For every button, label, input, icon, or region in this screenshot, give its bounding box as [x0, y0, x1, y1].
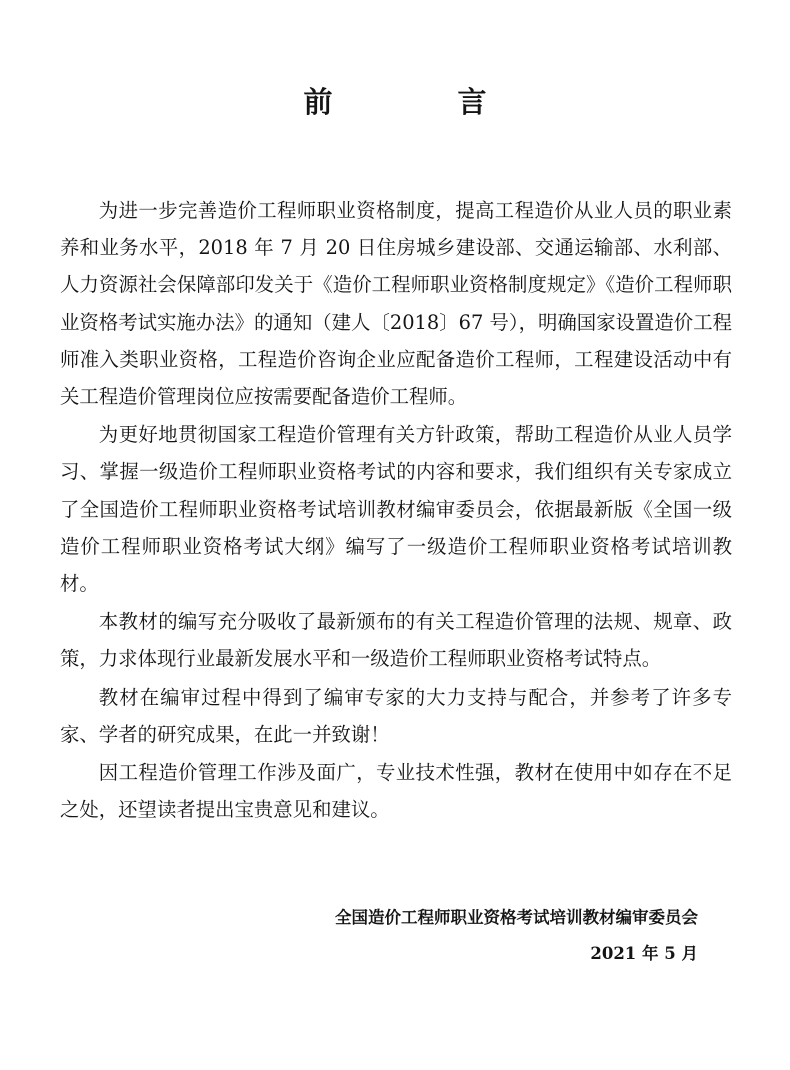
paragraph-5: 因工程造价管理工作涉及面广，专业技术性强，教材在使用中如存在不足之处，还望读者提出宝贵意见和建议。	[60, 761, 732, 822]
preface-body	[60, 192, 732, 829]
signature-organization: 全国造价工程师职业资格考试培训教材编审委员会	[335, 908, 698, 927]
signature-date: 2021 年 5 月	[590, 944, 698, 963]
page-title: 前 言	[303, 85, 535, 119]
paragraph-2: 为更好地贯彻国家工程造价管理有关方针政策，帮助工程造价从业人员学习、掌握一级造价工程师职业资格考试的内容和要求，我们组织有关专家成立了全国造价工程师职业资格考试培训教材编审委员会，依据最新版《全国一级造价工程师职业资格考试大纲》编写了一级造价工程师职业资格考试培训教材。	[60, 423, 732, 596]
paragraph-4: 教材在编审过程中得到了编审专家的大力支持与配合，并参考了许多专家、学者的研究成果，在此一并致谢！	[60, 685, 732, 746]
signature-block	[335, 900, 698, 972]
paragraph-3: 本教材的编写充分吸收了最新颁布的有关工程造价管理的法规、规章、政策，力求体现行业最新发展水平和一级造价工程师职业资格考试特点。	[60, 610, 732, 671]
paragraph-1: 为进一步完善造价工程师职业资格制度，提高工程造价从业人员的职业素养和业务水平，2018 年 7 月 20 日住房城乡建设部、交通运输部、水利部、人力资源社会保障部印发关于《造价工程师职业资格制度规定》《造价工程师职业资格考试实施办法》的通知（建人〔2018〕67 号），明确国家设置造价工程师准入类职业资格，工程造价咨询企业应配备造价工程师，工程建设活动中有关工程造价管理岗位应按需要配备造价工程师。	[60, 199, 732, 409]
